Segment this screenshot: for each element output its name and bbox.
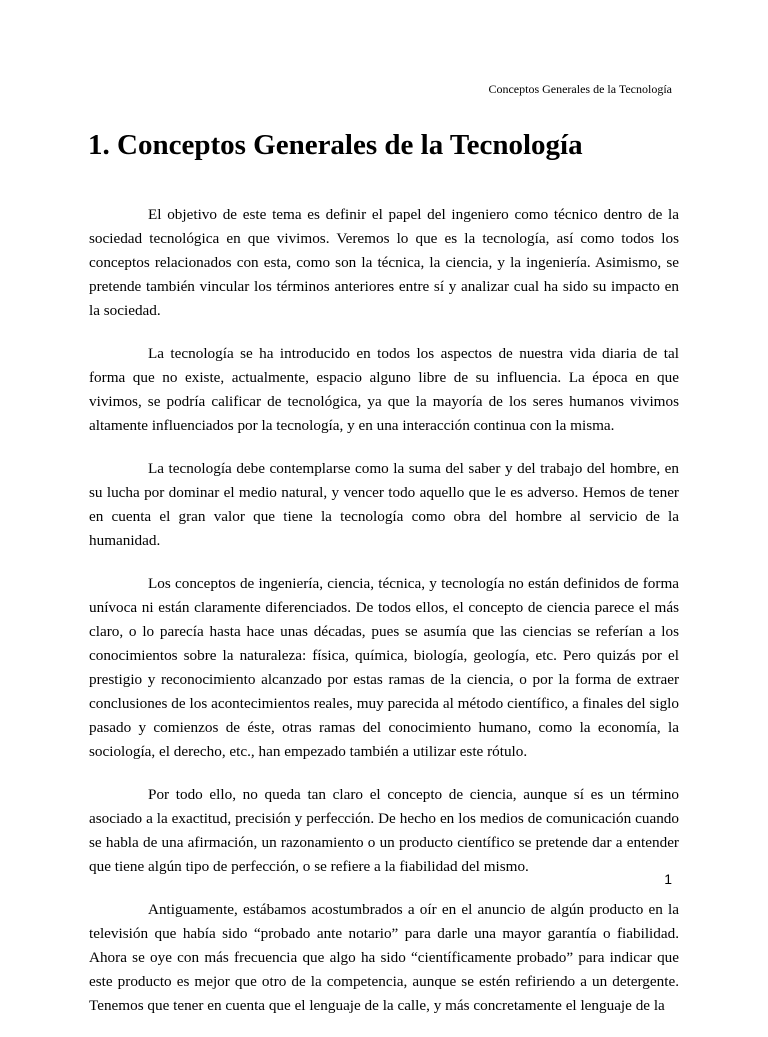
page-number: 1: [664, 871, 672, 887]
running-header: Conceptos Generales de la Tecnología: [488, 82, 672, 96]
body-text: [89, 203, 679, 1037]
paragraph-daily-life: La tecnología se ha introducido en todos los aspectos de nuestra vida diaria de tal forma que no existe, actualmente, espacio alguno libre de su influencia. La época en que vivimos, se podría calificar de tecnológica, ya que la mayoría de los seres humanos vivimos altamente influenciados por la tecnología, y en una interacción continua con la misma.: [89, 345, 679, 434]
paragraph-concepts: Los conceptos de ingeniería, ciencia, técnica, y tecnología no están definidos de forma unívoca ni están claramente diferenciados. De todos ellos, el concepto de ciencia parece el más claro, o lo parecía hasta hace unas décadas, pues se asumía que las ciencias se referían a los conocimientos sobre la naturaleza: física, química, biología, geología, etc. Pero quizás por el prestigio y reconocimiento alcanzado por estas ramas de la ciencia, o por la forma de extraer conclusiones de los acontecimientos reales, muy parecida al método científico, a finales del siglo pasado y comienzos de éste, otras ramas del conocimiento humano, como la economía, la sociología, el derecho, etc., han empezado también a utilizar este rótulo.: [89, 575, 679, 760]
paragraph-objective: El objetivo de este tema es definir el papel del ingeniero como técnico dentro de la sociedad tecnológica en que vivimos. Veremos lo que es la tecnología, así como todos los conceptos relacionados con esta, como son la técnica, la ciencia, y la ingeniería. Asimismo, se pretende también vincular los términos anteriores entre sí y analizar cual ha sido su impacto en la sociedad.: [89, 206, 679, 319]
paragraph-science-concept: Por todo ello, no queda tan claro el concepto de ciencia, aunque sí es un término asociado a la exactitud, precisión y perfección. De hecho en los medios de comunicación cuando se habla de una afirmación, un razonamiento o un producto científico se pretende dar a entender que tiene algún tipo de perfección, o se refiere a la fiabilidad del mismo.: [89, 786, 679, 875]
chapter-title: 1. Conceptos Generales de la Tecnología: [88, 129, 583, 161]
paragraph-advertising: Antiguamente, estábamos acostumbrados a oír en el anuncio de algún producto en la televisión que había sido “probado ante notario” para darle una mayor garantía o fiabilidad. Ahora se oye con más frecuencia que algo ha sido “científicamente probado” para indicar que este producto es mejor que otro de la competencia, aunque se estén refiriendo a un detergente. Tenemos que tener en cuenta que el lenguaje de la calle, y más concretamente el lenguaje de la: [89, 901, 679, 1014]
paragraph-sum-of-knowledge: La tecnología debe contemplarse como la suma del saber y del trabajo del hombre, en su lucha por dominar el medio natural, y vencer todo aquello que le es adverso. Hemos de tener en cuenta el gran valor que tiene la tecnología como obra del hombre al servicio de la humanidad.: [89, 460, 679, 549]
